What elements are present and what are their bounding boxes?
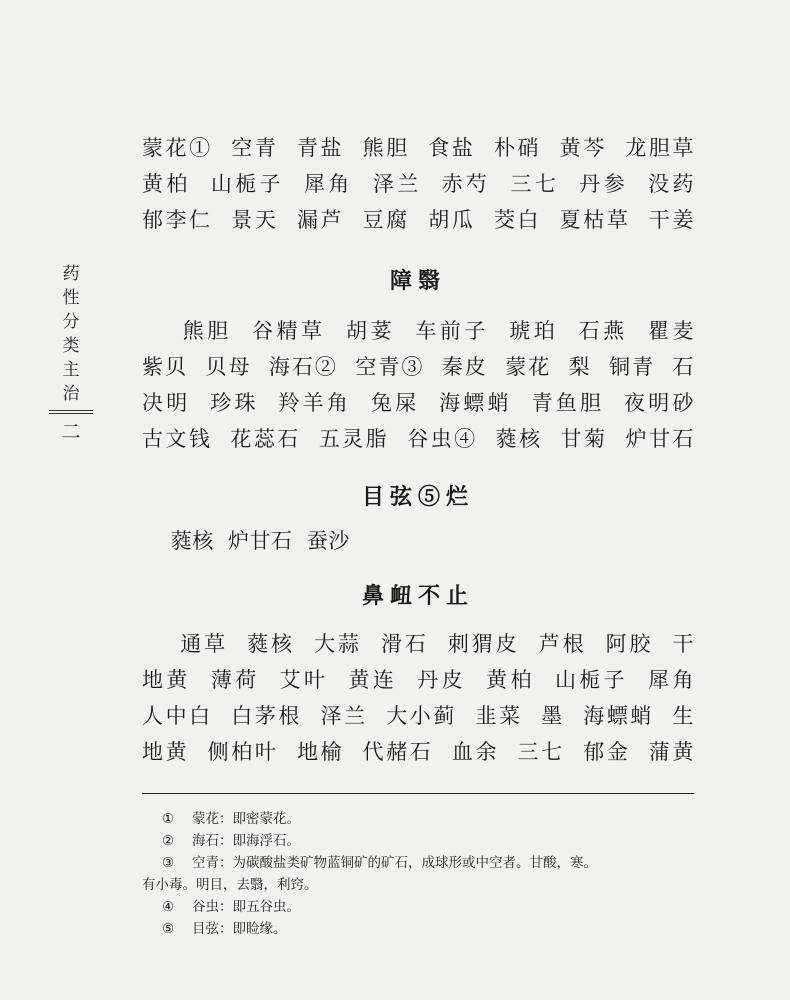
text-line: 蕤核 炉甘石 蚕沙	[142, 528, 350, 553]
section-heading-binu: 鼻衄不止	[361, 583, 474, 610]
running-head	[58, 262, 84, 444]
section-zhangyi-text	[142, 314, 694, 457]
footnote-item	[142, 830, 694, 852]
footnote-mark: ①	[162, 811, 175, 827]
text-line: 黄柏 山栀子 犀角 泽兰 赤芍 三七 丹参 没药	[142, 171, 694, 196]
text-line: 地黄 侧柏叶 地榆 代赭石 血余 三七 郁金 蒲黄	[142, 739, 694, 764]
footnote-continuation: 有小毒。明目，去翳，利窍。	[142, 877, 318, 893]
footnote-text: 谷虫：即五谷虫。	[192, 899, 300, 915]
text-line: 熊胆 谷精草 胡荽 车前子 琥珀 石燕 瞿麦	[142, 319, 694, 344]
running-head-char: 药	[62, 264, 80, 284]
running-head-char: 主	[62, 360, 80, 380]
footnote-item	[142, 918, 694, 940]
text-line: 地黄 薄荷 艾叶 黄连 丹皮 黄柏 山栀子 犀角	[142, 668, 694, 693]
text-line: 决明 珍珠 羚羊角 兔屎 海螵蛸 青鱼胆 夜明砂	[142, 390, 694, 415]
text-line: 紫贝 贝母 海石② 空青③ 秦皮 蒙花 梨 铜青 石	[142, 355, 694, 380]
footnote-item	[142, 896, 694, 918]
section-muxuanlan-text	[142, 524, 694, 560]
footnote-mark: ④	[162, 899, 175, 915]
text-line: 通草 蕤核 大蒜 滑石 刺猬皮 芦根 阿胶 干	[142, 632, 694, 657]
footnote-mark: ③	[162, 855, 175, 871]
text-line: 蒙花① 空青 青盐 熊胆 食盐 朴硝 黄芩 龙胆草	[142, 136, 694, 160]
footnote-mark: ②	[162, 833, 175, 849]
running-head-char: 分	[62, 312, 80, 332]
main-text	[142, 131, 694, 771]
footnote-item	[142, 808, 694, 830]
page-number: 二	[61, 421, 81, 443]
footnote-text: 空青：为碳酸盐类矿物蓝铜矿的矿石，成球形或中空者。甘酸，寒。	[192, 855, 597, 871]
footnote-item	[142, 852, 694, 874]
running-head-char: 治	[62, 384, 80, 404]
footnote-mark: ⑤	[162, 921, 175, 937]
section-binu-text	[142, 627, 694, 770]
intro-paragraph	[142, 131, 694, 238]
footnotes	[142, 793, 694, 940]
text-line: 人中白 白茅根 泽兰 大小蓟 韭菜 墨 海螵蛸 生	[142, 703, 694, 728]
footnote-text: 目弦：即睑缘。	[192, 921, 287, 937]
running-head-rule	[49, 410, 93, 414]
text-line: 郁李仁 景天 漏芦 豆腐 胡瓜 茭白 夏枯草 干姜	[142, 207, 694, 232]
footnote-text: 海石：即海浮石。	[192, 833, 300, 849]
footnote-text: 蒙花：即密蒙花。	[192, 811, 300, 827]
running-head-char: 性	[62, 288, 80, 308]
section-heading-zhangyi: 障翳	[389, 268, 446, 295]
running-head-char: 类	[62, 336, 80, 356]
section-heading-muxuanlan: 目弦⑤烂	[361, 483, 474, 510]
text-line: 古文钱 花蕊石 五灵脂 谷虫④ 蕤核 甘菊 炉甘石	[142, 426, 694, 451]
